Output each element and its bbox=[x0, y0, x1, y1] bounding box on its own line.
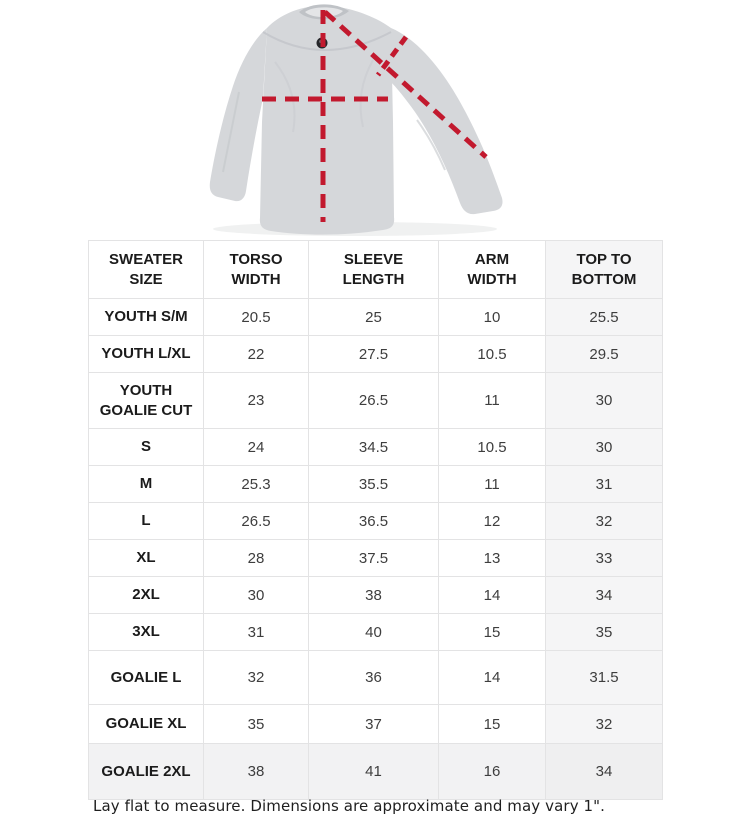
measurement-value: 12 bbox=[439, 503, 546, 540]
size-label: YOUTH GOALIE CUT bbox=[89, 373, 204, 429]
size-label: 3XL bbox=[89, 614, 204, 651]
size-label: XL bbox=[89, 540, 204, 577]
table-row bbox=[89, 540, 663, 577]
measurement-value: 26.5 bbox=[204, 503, 309, 540]
jersey-figure bbox=[205, 2, 505, 237]
measurement-value: 37.5 bbox=[309, 540, 439, 577]
measurement-value: 16 bbox=[439, 744, 546, 800]
size-label: GOALIE XL bbox=[89, 705, 204, 744]
measurement-value: 14 bbox=[439, 577, 546, 614]
table-row bbox=[89, 705, 663, 744]
measurement-note: Lay flat to measure. Dimensions are approximate and may vary 1". bbox=[93, 797, 606, 815]
table-row bbox=[89, 744, 663, 800]
measurement-value: 25 bbox=[309, 299, 439, 336]
measurement-value: 28 bbox=[204, 540, 309, 577]
measurement-value: 25.5 bbox=[546, 299, 663, 336]
measurement-value: 31 bbox=[546, 466, 663, 503]
measurement-value: 38 bbox=[309, 577, 439, 614]
header-row bbox=[89, 241, 663, 299]
measurement-value: 27.5 bbox=[309, 336, 439, 373]
measurement-value: 41 bbox=[309, 744, 439, 800]
measurement-value: 36 bbox=[309, 651, 439, 705]
measurement-value: 32 bbox=[546, 503, 663, 540]
measurement-value: 34.5 bbox=[309, 429, 439, 466]
size-label: M bbox=[89, 466, 204, 503]
size-label: GOALIE 2XL bbox=[89, 744, 204, 800]
jersey-left-sleeve bbox=[210, 28, 267, 201]
size-label: GOALIE L bbox=[89, 651, 204, 705]
table-row bbox=[89, 299, 663, 336]
measurement-value: 22 bbox=[204, 336, 309, 373]
column-header: SWEATER SIZE bbox=[89, 241, 204, 299]
measurement-value: 15 bbox=[439, 705, 546, 744]
measurement-value: 14 bbox=[439, 651, 546, 705]
table-row bbox=[89, 466, 663, 503]
column-header: TORSO WIDTH bbox=[204, 241, 309, 299]
measurement-value: 11 bbox=[439, 466, 546, 503]
measurement-value: 26.5 bbox=[309, 373, 439, 429]
measurement-value: 35.5 bbox=[309, 466, 439, 503]
size-label: YOUTH L/XL bbox=[89, 336, 204, 373]
measurement-value: 13 bbox=[439, 540, 546, 577]
measurement-value: 30 bbox=[546, 373, 663, 429]
measurement-value: 33 bbox=[546, 540, 663, 577]
measurement-value: 23 bbox=[204, 373, 309, 429]
table-row bbox=[89, 577, 663, 614]
measurement-value: 11 bbox=[439, 373, 546, 429]
column-header: ARM WIDTH bbox=[439, 241, 546, 299]
table-row bbox=[89, 373, 663, 429]
size-table-body bbox=[89, 299, 663, 800]
measurement-value: 31.5 bbox=[546, 651, 663, 705]
column-header: TOP TO BOTTOM bbox=[546, 241, 663, 299]
measurement-value: 25.3 bbox=[204, 466, 309, 503]
measurement-value: 36.5 bbox=[309, 503, 439, 540]
column-header: SLEEVE LENGTH bbox=[309, 241, 439, 299]
measurement-value: 15 bbox=[439, 614, 546, 651]
measurement-value: 30 bbox=[546, 429, 663, 466]
table-row bbox=[89, 336, 663, 373]
measurement-value: 40 bbox=[309, 614, 439, 651]
size-label: S bbox=[89, 429, 204, 466]
measurement-value: 10.5 bbox=[439, 429, 546, 466]
measurement-value: 32 bbox=[546, 705, 663, 744]
measurement-value: 24 bbox=[204, 429, 309, 466]
measurement-value: 29.5 bbox=[546, 336, 663, 373]
size-label: L bbox=[89, 503, 204, 540]
table-row bbox=[89, 614, 663, 651]
measurement-value: 34 bbox=[546, 744, 663, 800]
jersey-image bbox=[205, 2, 505, 237]
size-label: YOUTH S/M bbox=[89, 299, 204, 336]
measurement-value: 10.5 bbox=[439, 336, 546, 373]
table-row bbox=[89, 429, 663, 466]
measurement-value: 31 bbox=[204, 614, 309, 651]
measurement-value: 38 bbox=[204, 744, 309, 800]
table-row bbox=[89, 503, 663, 540]
measurement-value: 30 bbox=[204, 577, 309, 614]
measurement-value: 34 bbox=[546, 577, 663, 614]
measurement-value: 32 bbox=[204, 651, 309, 705]
measurement-value: 37 bbox=[309, 705, 439, 744]
measurement-value: 35 bbox=[204, 705, 309, 744]
jersey-right-sleeve bbox=[389, 28, 503, 214]
size-label: 2XL bbox=[89, 577, 204, 614]
table-row bbox=[89, 651, 663, 705]
measurement-value: 20.5 bbox=[204, 299, 309, 336]
measurement-value: 35 bbox=[546, 614, 663, 651]
size-chart-table bbox=[88, 240, 663, 800]
measurement-value: 10 bbox=[439, 299, 546, 336]
